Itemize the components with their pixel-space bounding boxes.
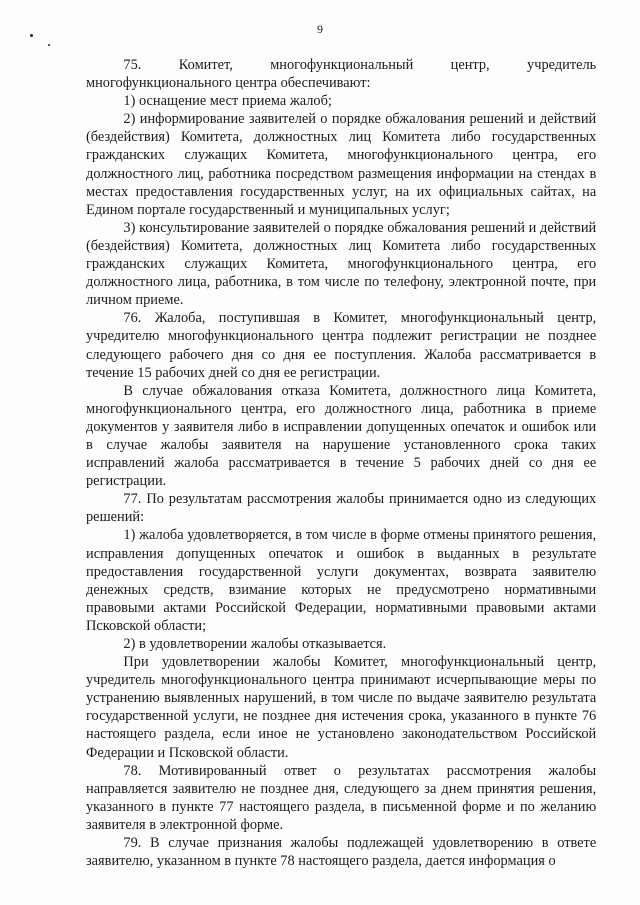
paragraph-77: 77. По результатам рассмотрения жалобы принимается одно из следующих решений: xyxy=(86,491,597,526)
paragraph-75: 75. Комитет, многофункциональный центр, учредитель многофункционального центра обеспечивают: xyxy=(86,57,597,92)
paragraph-79: 79. В случае признания жалобы подлежащей удовлетворению в ответе заявителю, указанном в пункте 78 настоящего раздела, дается информация о xyxy=(86,835,597,870)
paragraph-76-continued: В случае обжалования отказа Комитета, должностного лица Комитета, многофункционального центра, его должностного лица, работника в приеме документов у заявителя либо в исправлении допущенных опечаток и ошибок или в случае жалобы заявителя на нарушение установленного срока таких исправлений жалоба рассматривается в течение 5 рабочих дней со дня ее регистрации. xyxy=(86,382,597,490)
paragraph-77-item-1: 1) жалоба удовлетворяется, в том числе в форме отмены принятого решения, исправления допущенных опечаток и ошибок в выданных в результате предоставления государственной услуги документах, возврата заявителю денежных средств, взимание которых не предусмотрено нормативными правовыми актами Российской Федерации, нормативными правовыми актами Псковской области; xyxy=(86,527,597,634)
page-number: 9 xyxy=(317,22,323,36)
paragraph-77-continued: При удовлетворении жалобы Комитет, многофункциональный центр, учредитель многофункционального центра принимают исчерпывающие меры по устранению выявленных нарушений, в том числе по выдаче заявителю результата государственной услуги, не позднее дня истечения срока, указанного в пункте 76 настоящего раздела, если иное не установлено законодательством Российской Федерации и Псковской области. xyxy=(86,654,597,761)
scan-speck xyxy=(48,44,50,46)
paragraph-75-item-2: 2) информирование заявителей о порядке обжалования решений и действий (бездействия) Комитета, должностных лиц Комитета либо государственных гражданских служащих Комитета, многофункционального центра, его должностного лиц, работника посредством размещения информации на стендах в местах предоставления государственных услуг, на их официальных сайтах, на Едином портале государственный и муниципальных услуг; xyxy=(86,111,597,218)
paragraph-76: 76. Жалоба, поступившая в Комитет, многофункциональный центр, учредителю многофункционального центра подлежит регистрации не позднее следующего рабочего дня со дня ее поступления. Жалоба рассматривается в течение 15 рабочих дней со дня ее регистрации. xyxy=(86,310,597,381)
paragraph-75-item-3: 3) консультирование заявителей о порядке обжалования решений и действий (бездействия) Комитета, должностных лиц Комитета либо государственных гражданских служащих Комитета, многофункционального центра, его должностного лица, работника, в том числе по телефону, электронной почте, при личном приеме. xyxy=(86,219,597,309)
document-body xyxy=(86,56,604,870)
paragraph-75-item-1: 1) оснащение мест приема жалоб; xyxy=(123,93,332,110)
paragraph-77-item-2: 2) в удовлетворении жалобы отказывается. xyxy=(123,636,387,652)
paragraph-78: 78. Мотивированный ответ о результатах рассмотрения жалобы направляется заявителю не позднее дня, следующего за днем принятия решения, указанного в пункте 77 настоящего раздела, в письменной форме и по желанию заявителя в электронной форме. xyxy=(86,762,597,833)
